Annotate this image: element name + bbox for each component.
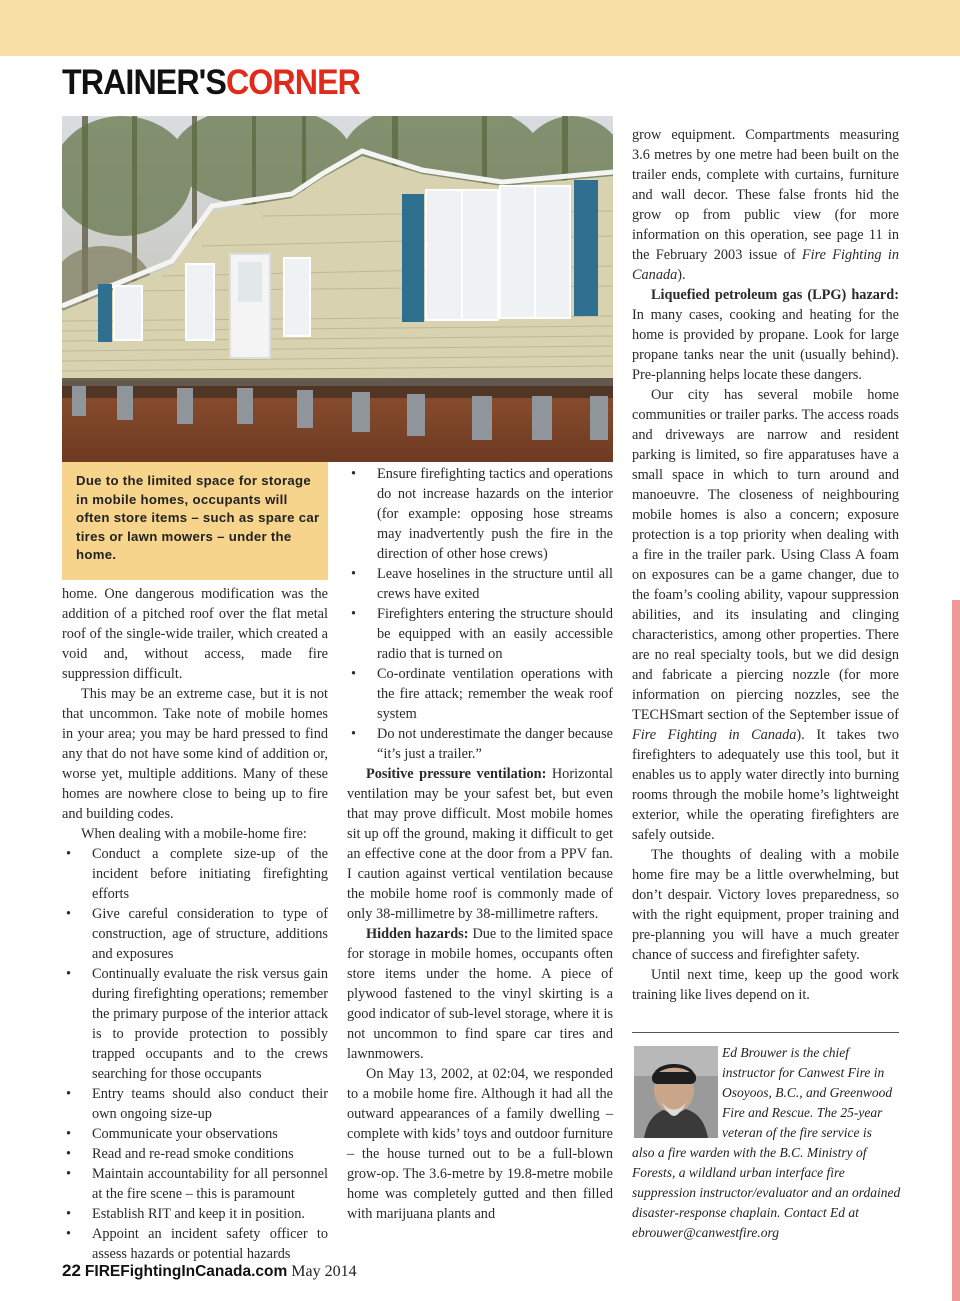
mobile-home-photo (62, 116, 613, 462)
list-item: • Give careful consideration to type of construction, age of structure, additions and exposures (66, 906, 328, 962)
bullet-list (347, 464, 613, 764)
paragraph: Our city has several mobile home communities or trailer parks. The access roads and driveways are narrow and resident parking is limited, so fire apparatuses have a small space in which to turn around and manoeuvre. The closeness of neighbouring mobile homes is also a concern; exposure protection is a top priority when dealing with a fire in the trailer park. Using Class A foam on exposures can be a game changer, due to the foam’s cooling ability, vapour suppression abilities, and its insulating and clinging characteristics, among other properties. There are no real specialty tools, but we did design and fabricate a piercing nozzle (for more information on piercing nozzles, see the TECHSmart section of the September issue of Fire Fighting in Canada). It takes two firefighters to adequately use this tool, but it enables us to apply water directly into burning rooms through the mobile home’s lightweight exterior, while the operating firefighters are safely outside. (632, 387, 899, 843)
list-item: • Ensure firefighting tactics and operations do not increase hazards on the interior (for example: opposing hose streams may inadvertently push the fire in the direction of other hose crews) (351, 466, 613, 562)
list-item: • Maintain accountability for all personnel at the fire scene – this is paramount (66, 1166, 328, 1202)
list-item: • Firefighters entering the structure should be equipped with an easily accessible radio that is turned on (351, 606, 613, 662)
photo-caption-box (62, 462, 328, 580)
header-word-corner: CORNER (225, 63, 361, 102)
column-1 (62, 584, 328, 1264)
paragraph: The thoughts of dealing with a mobile home fire may be a little overwhelming, but don’t despair. Victory loves preparedness, so with the right equipment, proper training and pre-planning you will have a much greater chance of success and firefighter safety. (632, 847, 899, 963)
divider (632, 1032, 899, 1033)
list-item: • Continually evaluate the risk versus gain during firefighting operations; remember the primary purpose of the interior attack is to provide protection to possibly trapped occupants and to the crews searching for those occupants (66, 966, 328, 1082)
photo-caption: Due to the limited space for storage in mobile homes, occupants will often store items – such as spare car tires or lawn mowers – under the home. (76, 473, 320, 562)
paragraph: home. One dangerous modification was the addition of a pitched roof over the flat metal roof of the single-wide trailer, which created a void and, without access, made fire suppression difficult. (62, 586, 328, 682)
subhead: Positive pressure ventilation: (366, 766, 547, 782)
list-item: • Conduct a complete size-up of the incident before initiating firefighting efforts (66, 846, 328, 902)
paragraph: grow equipment. Compartments measuring 3.6 metres by one metre had been built on the trailer ends, complete with curtains, furniture and wall decor. These false fronts hid the grow op from public view (for more information on this operation, see page 11 in the February 2003 issue of Fire Fighting in Canada). (632, 127, 899, 283)
top-color-band (0, 0, 960, 56)
list-item: • Appoint an incident safety officer to assess hazards or potential hazards (66, 1226, 328, 1262)
list-item: • Read and re-read smoke conditions (66, 1146, 294, 1162)
subhead: Liquefied petroleum gas (LPG) hazard: (651, 287, 899, 303)
header-word-trainers: TRAINER'S (62, 63, 226, 102)
page-number: 22 (62, 1261, 81, 1280)
author-bio: Ed Brouwer is the chief instructor for Canwest Fire in Osoyoos, B.C., and Greenwood Fire and Rescue. The 25-year veteran of the fire service is (722, 1045, 893, 1140)
list-item: • Co-ordinate ventilation operations with the fire attack; remember the weak roof system (351, 666, 613, 722)
bullet-list (62, 844, 328, 1264)
paragraph: Until next time, keep up the good work training like lives depend on it. (632, 967, 899, 1003)
publication-title: Fire Fighting in Canada (632, 247, 899, 283)
paragraph: On May 13, 2002, at 02:04, we responded to a mobile home fire. Although it had all the outward appearances of a family dwelling – complete with kids’ toys and outdoor furniture – the house turned out to be a full-blown grow-op. The 3.6-metre by 19.8-metre mobile home was completely gutted and then filled with marijuana plants and (347, 1066, 613, 1222)
list-item: • Establish RIT and keep it in position. (66, 1206, 305, 1222)
author-photo (634, 1046, 718, 1138)
paragraph: Positive pressure ventilation: Horizontal ventilation may be your safest bet, but even that may prove difficult. Most mobile homes sit up off the ground, making it difficult to get an effective cone at the door from a PPV fan. I caution against vertical ventilation because the mobile home roof is commonly made of only 38-millimetre by 38-millimetre rafters. (347, 766, 613, 922)
paragraph: Hidden hazards: Due to the limited space for storage in mobile homes, occupants often store items under the home. A piece of plywood fastened to the vinyl skirting is a good indicator of sub-level storage, where it is not uncommon to find spare car tires and lawnmowers. (347, 926, 614, 1062)
paragraph: This may be an extreme case, but it is not that uncommon. Take note of mobile homes in your area; you may be hard pressed to find any that do not have some kind of addition or, worse yet, multiple additions. Many of these homes are nowhere close to being up to fire and building codes. (62, 686, 328, 822)
list-item: • Communicate your observations (66, 1126, 278, 1142)
list-item: • Do not underestimate the danger because “it’s just a trailer.” (351, 726, 613, 762)
website-name: FIREFightingInCanada.com (84, 1263, 288, 1280)
page-footer (62, 1261, 357, 1281)
section-header (62, 64, 360, 102)
paragraph: Liquefied petroleum gas (LPG) hazard: In many cases, cooking and heating for the home is provided by propane. Look for large propane tanks near the unit (usually behind). Pre-planning helps locate these dangers. (632, 287, 899, 383)
column-3 (632, 125, 899, 1005)
column-2 (347, 464, 613, 1224)
list-item: • Entry teams should also conduct their own ongoing size-up (66, 1086, 328, 1122)
subhead: Hidden hazards: (366, 926, 469, 942)
issue-date: May 2014 (291, 1263, 357, 1280)
publication-title: Fire Fighting in Canada (632, 727, 797, 743)
paragraph: When dealing with a mobile-home fire: (81, 826, 307, 842)
list-item: • Leave hoselines in the structure until all crews have exited (351, 566, 613, 602)
page-edge-tab (952, 600, 960, 1301)
author-bio-continued: also a fire warden with the B.C. Ministry of Forests, a wildland urban interface fire suppression instructor/evaluator and an ordained disaster-response chaplain. Contact Ed at ebrouwer@canwestfire.org (632, 1145, 901, 1240)
